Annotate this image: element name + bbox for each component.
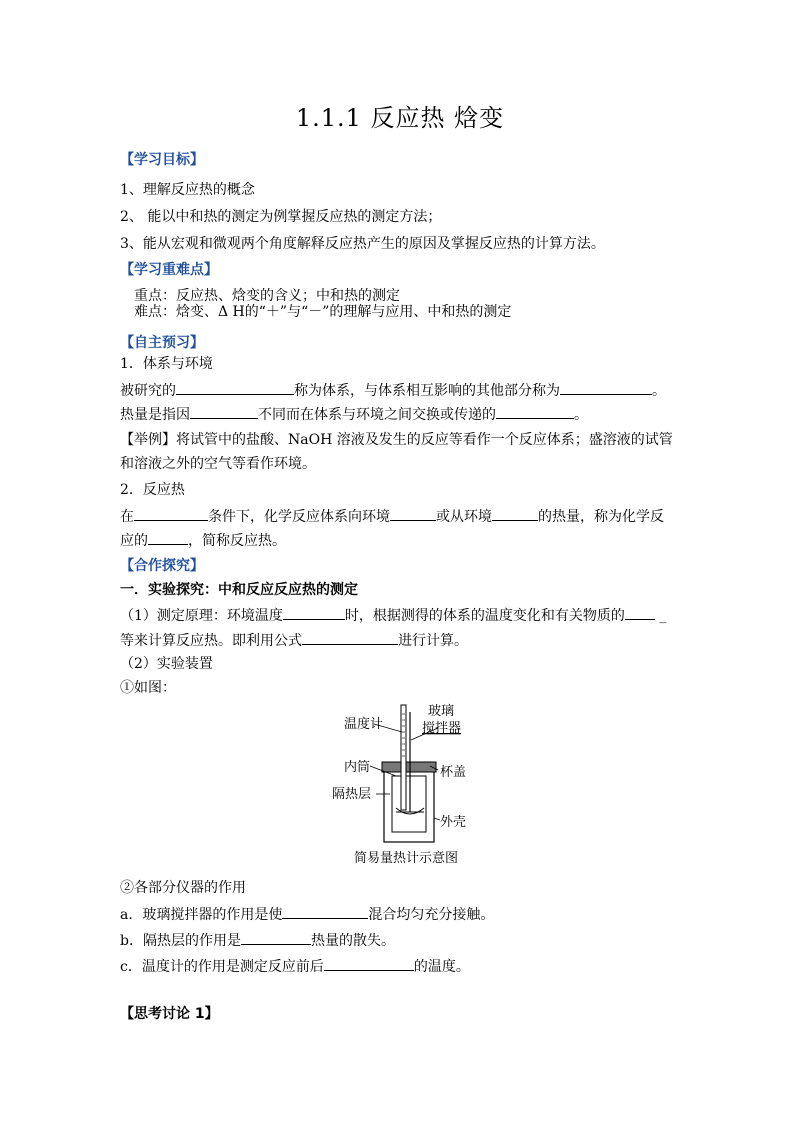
preview-line-3: 在 条件下，化学反应体系向环境 或从环境 的热量，称为化学反: [120, 506, 664, 527]
blank-field[interactable]: [176, 380, 294, 395]
coop-part-1-title: 一．实验探究：中和反应反应热的测定: [120, 582, 358, 598]
preview-item-1-title: 1．体系与环境: [120, 356, 213, 372]
blank-field[interactable]: [282, 904, 368, 919]
label-stirrer-line-1: 玻璃: [428, 704, 455, 719]
coop-line-4: ①如图：: [120, 680, 176, 696]
figure-caption: 简易量热计示意图: [354, 851, 459, 866]
blank-field[interactable]: [241, 930, 311, 945]
key-points-header: 【学习重难点】: [120, 262, 218, 278]
key-point-1: 重点：反应热、焓变的含义；中和热的测定: [134, 288, 400, 304]
label-insulation: 隔热层: [332, 787, 372, 802]
label-lid: 杯盖: [440, 765, 467, 780]
coop-item-a: a．玻璃搅拌器的作用是使 混合均匀充分接触。: [120, 904, 494, 925]
blank-field[interactable]: [560, 380, 652, 395]
inner-cup: [392, 776, 426, 832]
preview-line-1: 被研究的 称为体系，与体系相互影响的其他部分称为 。: [120, 380, 666, 401]
lid: [382, 762, 436, 772]
discussion-header: 【思考讨论 1】: [120, 1006, 219, 1022]
blank-field[interactable]: [390, 506, 436, 521]
coop-item-b: b．隔热层的作用是 热量的散失。: [120, 930, 395, 951]
label-thermometer: 温度计: [344, 717, 384, 732]
blank-field[interactable]: [625, 605, 655, 620]
blank-field[interactable]: [302, 630, 398, 645]
preview-example-line-1: 【举例】将试管中的盐酸、NaOH 溶液及发生的反应等看作一个反应体系；盛溶液的试管: [120, 432, 673, 448]
label-stirrer-line-2: 搅拌器: [422, 721, 462, 736]
coop-header: 【合作探究】: [120, 558, 204, 574]
calorimeter-diagram: [330, 700, 480, 875]
coop-line-1: （1）测定原理：环境温度 时，根据测得的体系的温度变化和有关物质的 _: [120, 605, 666, 626]
thermometer: [401, 705, 406, 810]
blank-field[interactable]: [324, 956, 414, 971]
coop-line-5: ②各部分仪器的作用: [120, 880, 246, 896]
blank-field[interactable]: [190, 404, 258, 419]
blank-field[interactable]: [492, 506, 538, 521]
preview-item-2-title: 2．反应热: [120, 482, 185, 498]
objective-1: 1、理解反应热的概念: [120, 182, 255, 198]
blank-field[interactable]: [283, 605, 345, 620]
blank-field[interactable]: [148, 530, 188, 545]
objective-3: 3、能从宏观和微观两个角度解释反应热产生的原因及掌握反应热的计算方法。: [120, 236, 605, 252]
key-point-2: 难点：焓变、Δ H的“＋”与“－”的理解与应用、中和热的测定: [134, 304, 512, 320]
blank-field[interactable]: [496, 404, 574, 419]
objectives-header: 【学习目标】: [120, 152, 204, 168]
objective-2: 2、 能以中和热的测定为例掌握反应热的测定方法；: [120, 209, 442, 225]
blank-field[interactable]: [134, 506, 208, 521]
preview-header: 【自主预习】: [120, 335, 204, 351]
label-outer-shell: 外壳: [440, 815, 467, 830]
preview-example-line-2: 和溶液之外的空气等看作环境。: [120, 456, 316, 472]
page-title: 1.1.1 反应热 焓变: [295, 104, 505, 132]
preview-line-4: 应的 ，简称反应热。: [120, 530, 286, 551]
coop-item-c: c．温度计的作用是测定反应前后 的温度。: [120, 956, 470, 977]
label-inner-cup: 内筒: [344, 760, 371, 775]
coop-line-3: （2）实验装置: [120, 656, 213, 672]
coop-line-2: 等来计算反应热。即利用公式 进行计算。: [120, 630, 468, 651]
preview-line-2: 热量是指因 不同而在体系与环境之间交换或传递的 。: [120, 404, 588, 425]
